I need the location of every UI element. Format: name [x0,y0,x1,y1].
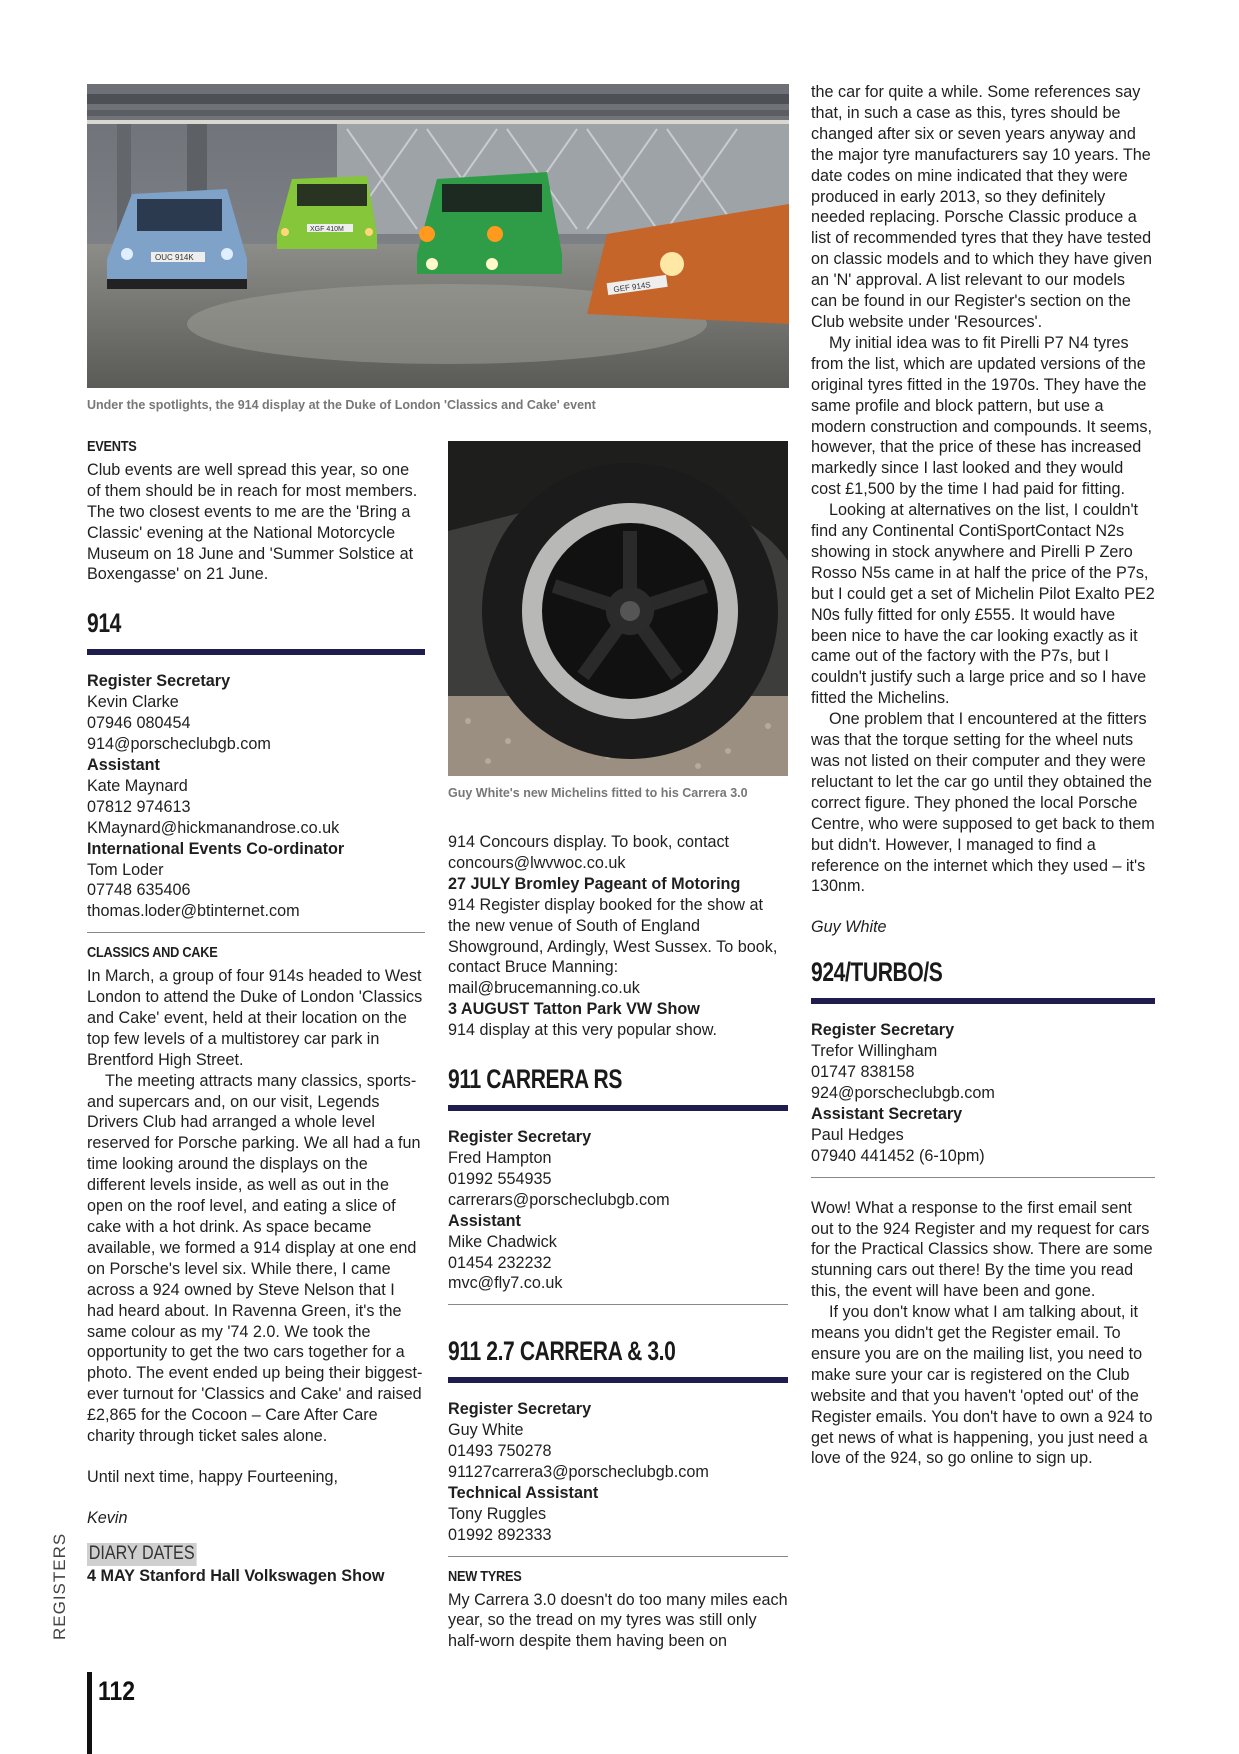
contact-name: Paul Hedges [811,1125,904,1144]
contact-role: International Events Co-ordinator [87,839,345,858]
contact-role: Register Secretary [448,1400,592,1419]
contact-role: Register Secretary [87,672,231,691]
contact-phone: 07748 635406 [87,881,191,900]
register-27-carrera-rule [448,1377,788,1383]
contact-phone: 01992 892333 [448,1525,552,1544]
register-carrera-rs-title: 911 CARRERA RS [448,1064,623,1095]
register-924-p1: Wow! What a response to the first email sent out to the 924 Register and my request for cars for the Practical Classics show. There are some stunning cars out there! By the time you read this, the event will have been and gone. [811,1198,1153,1301]
contact-block-carrera-rs [448,1127,788,1294]
classics-cake-p3: Until next time, happy Fourteening, [87,1467,339,1486]
svg-text:GEF 914S: GEF 914S [612,280,652,295]
green-car-2 [417,172,562,274]
diary-item-2-title: 27 JULY Bromley Pageant of Motoring [448,874,741,893]
column-3 [811,82,1155,1469]
contact-phone: 07940 441452 (6-10pm) [811,1146,985,1165]
diary-item-3-text: 914 display at this very popular show. [448,1021,718,1040]
events-text: Club events are well spread this year, so one of them should be in reach for most members. The two closest events to me are the 'Bring a Classic' evening at the National Motorcycle Museum on 18 June and 'Summer Solstice at Boxengasse' on 21 June. [87,460,418,584]
green-car-1 [277,176,377,249]
register-carrera-rs-rule [448,1105,788,1111]
classics-cake-p1: In March, a group of four 914s headed to West London to attend the Duke of London 'Classics and Cake' event, held at their location on the top few levels of a multistorey car park in Brentford High Street. [87,967,423,1069]
contact-name: Kevin Clarke [87,693,179,712]
contact-email[interactable]: mvc@fly7.co.uk [448,1274,563,1293]
register-924-rule [811,998,1155,1004]
contact-email[interactable]: 91127carrera3@porscheclubgb.com [448,1463,709,1482]
contact-email[interactable]: 924@porscheclubgb.com [811,1083,995,1102]
divider [448,1304,788,1305]
contact-name: Tony Ruggles [448,1504,547,1523]
new-tyres-text: My Carrera 3.0 doesn't do too many miles each year, so the tread on my tyres was still only half-worn despite them having been on [448,1590,788,1651]
contact-email[interactable]: carrerars@porscheclubgb.com [448,1190,670,1209]
page-number-bar [87,1672,92,1754]
contact-block-914 [87,671,425,922]
contact-name: Kate Maynard [87,776,188,795]
contact-name: Guy White [448,1421,524,1440]
contact-name: Mike Chadwick [448,1232,557,1251]
contact-phone: 01493 750278 [448,1442,552,1461]
diary-item-3-title: 3 AUGUST Tatton Park VW Show [448,1000,700,1019]
tyres-p2: My initial idea was to fit Pirelli P7 N4 tyres from the list, which are updated versions of the original tyres fitted in the 1970s. They have the same profile and block pattern, but use a modern construction and compounds. It seems, however, that the price of these has increased markedly since I last looked and they would cost £1,500 by the time I had paid for fitting. [811,333,1153,499]
svg-text:XGF 410M: XGF 410M [310,226,344,233]
contact-phone: 01747 838158 [811,1063,915,1082]
column-1 [87,437,425,1587]
contact-role: Register Secretary [811,1021,955,1040]
events-heading: EVENTS [87,439,137,455]
photo1-caption: Under the spotlights, the 914 display at the Duke of London 'Classics and Cake' event [87,398,596,412]
column-2 [448,832,788,1652]
contact-email[interactable]: thomas.loder@btinternet.com [87,902,300,921]
signature-kevin: Kevin [87,1508,128,1527]
contact-name: Tom Loder [87,860,164,879]
contact-phone: 01454 232232 [448,1253,552,1272]
contact-name: Trefor Willingham [811,1042,938,1061]
contact-block-27-carrera [448,1399,788,1545]
car-park-photo [87,84,789,388]
photo2-caption: Guy White's new Michelins fitted to his Carrera 3.0 [448,786,748,800]
contact-block-924 [811,1020,1155,1166]
contact-role: Assistant Secretary [811,1104,963,1123]
contact-role: Assistant [448,1211,521,1230]
contact-role: Assistant [87,755,160,774]
contact-role: Register Secretary [448,1128,592,1147]
classics-cake-heading: CLASSICS AND CAKE [87,945,218,962]
register-914-title: 914 [87,608,121,639]
contact-phone: 07946 080454 [87,714,191,733]
contact-email[interactable]: KMaynard@hickmanandrose.co.uk [87,818,340,837]
tyres-p1: the car for quite a while. Some references say that, in such a case as this, tyres should be changed after six or seven years anyway and the major tyre manufacturers say 10 years. The date codes on mine indicated that they were produced in early 2013, so they definitely needed replacing. Porsche Classic produce a list of recommended tyres that they have tested on classic models and to which they have given an 'N' approval. A list relevant to our models can be found in our Register's section on the Club website under 'Resources'. [811,83,1153,331]
diary-dates-heading: DIARY DATES [88,1542,195,1564]
contact-phone: 07812 974613 [87,797,191,816]
diary-item-1-text: 914 Concours display. To book, contact concours@lwvwoc.co.uk [448,833,730,872]
divider [448,1556,788,1557]
tyres-p4: One problem that I encountered at the fitters was that the torque setting for the wheel nuts was not listed on their computer and they were reluctant to let the car go until they obtained the correct figure. They phoned the local Porsche Centre, who were supposed to get back to them but didn't. However, I managed to find a reference on the internet which they used – it's 130nm. [811,710,1155,896]
contact-phone: 01992 554935 [448,1169,552,1188]
svg-text:OUC 914K: OUC 914K [155,253,194,262]
diary-item-1-title: 4 MAY Stanford Hall Volkswagen Show [87,1566,385,1585]
page-number: 112 [98,1676,136,1706]
classics-cake-p2: The meeting attracts many classics, sports- and supercars and, on our visit, Legends Drivers Club had arranged a whole level reserved for Porsche parking. We all had a fun time looking around the displays on the different levels inside, as well as out in the open on the roof level, and eating a slice of cake with a hot drink. As space became available, we formed a 914 display at one end on Porsche's level six. While there, I came across a 924 owned by Steve Nelson that I had heard about. In Ravenna Green, it's the same colour as my '74 2.0. We took the opportunity to get the two cars together for a photo. The event ended up being their biggest-ever turnout for 'Classics and Cake' and raised £2,865 for the Cocoon – Care After Care charity through ticket sales alone. [87,1071,423,1446]
register-27-carrera-title: 911 2.7 CARRERA & 3.0 [448,1336,676,1367]
new-tyres-heading: NEW TYRES [448,1568,522,1585]
register-914-rule [87,649,425,655]
car-park-illustration [87,84,789,388]
wheel-illustration [448,441,788,776]
signature-guy-white: Guy White [811,918,887,937]
tyres-p3: Looking at alternatives on the list, I couldn't find any Continental ContiSportContact N2s showing in stock anywhere and Pirelli P Zero Rosso N5s came in at half the price of the P7s, but I could get a set of Michelin Pilot Exalto PE2 N0s fully fitted for only £555. It would have been nice to have the car looking exactly as it came out of the factory with the P7s, but I couldn't justify such a large price and so I have fitted the Michelins. [811,501,1155,708]
diary-item-2-text: 914 Register display booked for the show at the new venue of South of England Showground, Ardingly, West Sussex. To book, contact Bruce Manning: mail@brucemanning.co.uk [448,895,778,998]
divider [87,932,425,933]
section-label: REGISTERS [50,1532,69,1640]
register-924-title: 924/TURBO/S [811,957,943,988]
contact-name: Fred Hampton [448,1148,552,1167]
wheel-photo [448,441,788,776]
register-924-p2: If you don't know what I am talking about, it means you didn't get the Register email. To ensure you are on the mailing list, you need to make sure your car is registered on the Club website and that you haven't 'opted out' of the Register emails. You don't have to own a 924 to get news of what is happening, you just need a love of the 924, so go online to sign up. [811,1303,1153,1468]
divider [811,1177,1155,1178]
contact-email[interactable]: 914@porscheclubgb.com [87,735,271,754]
contact-role: Technical Assistant [448,1483,599,1502]
